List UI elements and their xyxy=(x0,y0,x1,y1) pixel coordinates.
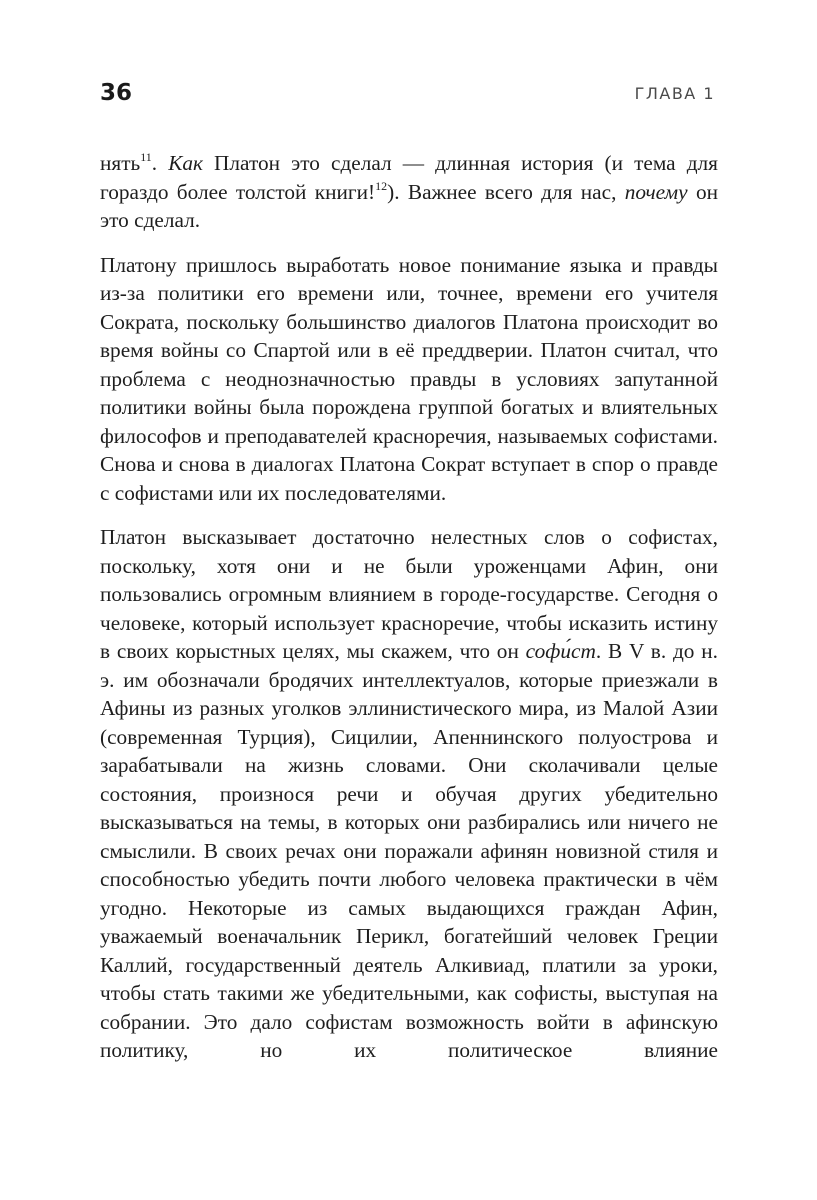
text-span: . xyxy=(151,151,169,175)
emphasis-how: Как xyxy=(168,151,203,175)
footnote-ref-12: 12 xyxy=(375,178,388,193)
emphasis-why: почему xyxy=(624,179,688,204)
text-span: нять xyxy=(100,151,141,175)
footnote-ref-11: 11 xyxy=(140,150,152,164)
text-span: Платон высказывает достаточно нелестных слов о софистах, поскольку, хотя они и не были уроженцами Афин, они пользовались огромным влиянием в городе-государстве. Сегодня о человеке, который использует красноречие, чтобы исказить истину в своих корыстных целях, мы скажем, что он xyxy=(100,525,718,663)
running-head xyxy=(100,78,715,108)
text-span: . В V в. до н. э. им обозначали бродячих интеллектуалов, которые приезжали в Афины из разных уголков эллинистического мира, из Малой Азии (современная Турция), Сицилии, Апеннинского полуострова и зарабатывали на жизнь словами. Они сколачивали целые состояния, произнося речи и обучая других убедительно высказываться на темы, в которых они разбирались или ничего не смыслили. В своих речах они поражали афинян новизной стиля и способностью убедить почти любого человека практически в чём угодно. Некоторые из самых выдающихся граждан Афин, уважаемый военачальник Перикл, богатейший человек Греции Каллий, государственный деятель Алкивиад, платили за уроки, чтобы стать такими же убедительными, как софисты, выступая на собрании. Это дало софистам возможность войти в афинскую политику, но их политическое влияние xyxy=(100,639,718,1062)
text-span: ). Важнее всего для нас, xyxy=(387,179,625,204)
chapter-label: ГЛАВА 1 xyxy=(634,84,715,103)
page-number: 36 xyxy=(100,80,133,106)
text-span: он это сделал. xyxy=(100,179,718,232)
paragraph-2: Платону пришлось выработать новое понимание языка и правды из-за политики его времени или, точнее, времени его учителя Сократа, поскольку большинство диалогов Платона происходит во время войны со Спартой или в её преддверии. Платон считал, что проблема с неоднозначностью правды в условиях запутанной политики войны была порождена группой богатых и влиятельных философов и преподавателей красноречия, называемых софистами. Снова и снова в диалогах Платона Сократ вступает в спор о правде с софистами или их последователями. xyxy=(100,252,718,505)
body-text xyxy=(100,149,718,1081)
emphasis-sophist: софи́ст xyxy=(525,639,596,663)
paragraph-3 xyxy=(100,523,718,1065)
paragraph-1 xyxy=(100,149,718,235)
text-span: Платон это сделал — длинная история (и тема для гораздо более толстой книги! xyxy=(100,151,718,204)
